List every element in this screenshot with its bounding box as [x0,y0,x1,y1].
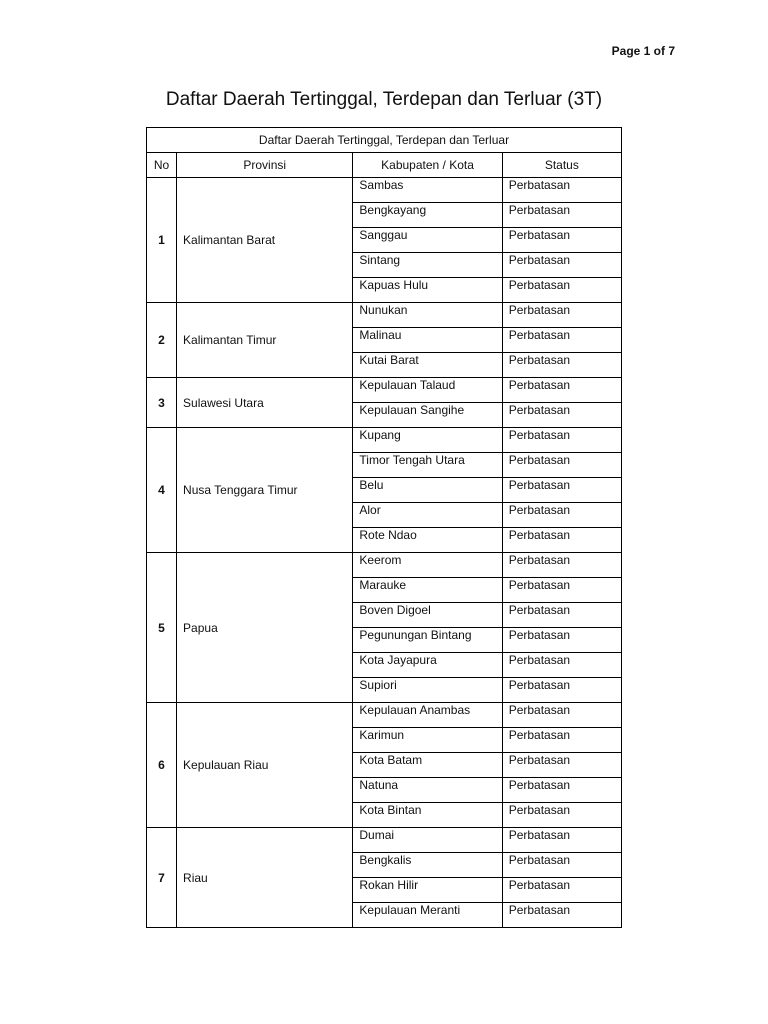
district-name: Pegunungan Bintang [353,628,502,653]
district-name: Kepulauan Talaud [353,378,502,403]
district-status: Perbatasan [502,253,621,278]
province-number: 3 [147,378,177,428]
district-status: Perbatasan [502,853,621,878]
district-name: Natuna [353,778,502,803]
district-name: Sintang [353,253,502,278]
district-name: Bengkalis [353,853,502,878]
district-status: Perbatasan [502,578,621,603]
district-status: Perbatasan [502,328,621,353]
table-caption: Daftar Daerah Tertinggal, Terdepan dan Terluar [147,128,622,153]
header-no: No [147,153,177,178]
table-header-row [147,153,622,178]
province-name: Kepulauan Riau [177,703,353,828]
province-number: 6 [147,703,177,828]
district-status: Perbatasan [502,678,621,703]
district-name: Karimun [353,728,502,753]
district-name: Supiori [353,678,502,703]
province-number: 5 [147,553,177,703]
header-district: Kabupaten / Kota [353,153,502,178]
district-name: Rokan Hilir [353,878,502,903]
document-title: Daftar Daerah Tertinggal, Terdepan dan Terluar (3T) [165,89,603,110]
district-status: Perbatasan [502,203,621,228]
province-name: Nusa Tenggara Timur [177,428,353,553]
district-status: Perbatasan [502,603,621,628]
table-row [147,178,622,203]
district-status: Perbatasan [502,628,621,653]
table-body [147,178,622,928]
province-name: Sulawesi Utara [177,378,353,428]
province-name: Papua [177,553,353,703]
province-name: Riau [177,828,353,928]
province-number: 1 [147,178,177,303]
district-name: Alor [353,503,502,528]
district-status: Perbatasan [502,653,621,678]
province-number: 4 [147,428,177,553]
district-name: Sambas [353,178,502,203]
district-status: Perbatasan [502,878,621,903]
district-status: Perbatasan [502,278,621,303]
district-name: Rote Ndao [353,528,502,553]
district-status: Perbatasan [502,553,621,578]
district-name: Keerom [353,553,502,578]
district-status: Perbatasan [502,778,621,803]
district-name: Kepulauan Anambas [353,703,502,728]
district-name: Marauke [353,578,502,603]
district-name: Dumai [353,828,502,853]
table-row [147,828,622,853]
district-name: Sanggau [353,228,502,253]
district-status: Perbatasan [502,478,621,503]
district-name: Kupang [353,428,502,453]
table-row [147,303,622,328]
district-status: Perbatasan [502,353,621,378]
province-number: 2 [147,303,177,378]
district-name: Kepulauan Meranti [353,903,502,928]
table-row [147,553,622,578]
district-status: Perbatasan [502,828,621,853]
province-name: Kalimantan Timur [177,303,353,378]
province-number: 7 [147,828,177,928]
district-status: Perbatasan [502,528,621,553]
district-status: Perbatasan [502,403,621,428]
table-row [147,703,622,728]
district-name: Malinau [353,328,502,353]
page-number: Page 1 of 7 [611,44,675,58]
district-status: Perbatasan [502,303,621,328]
district-name: Kota Bintan [353,803,502,828]
district-status: Perbatasan [502,753,621,778]
district-name: Bengkayang [353,203,502,228]
district-name: Kota Batam [353,753,502,778]
district-status: Perbatasan [502,703,621,728]
district-name: Boven Digoel [353,603,502,628]
district-status: Perbatasan [502,178,621,203]
header-status: Status [502,153,621,178]
district-status: Perbatasan [502,228,621,253]
district-status: Perbatasan [502,378,621,403]
district-status: Perbatasan [502,803,621,828]
table-row [147,378,622,403]
district-name: Belu [353,478,502,503]
table-row [147,428,622,453]
district-name: Kota Jayapura [353,653,502,678]
district-status: Perbatasan [502,453,621,478]
district-name: Nunukan [353,303,502,328]
district-status: Perbatasan [502,903,621,928]
district-name: Kapuas Hulu [353,278,502,303]
province-name: Kalimantan Barat [177,178,353,303]
district-status: Perbatasan [502,428,621,453]
region-table [146,127,622,928]
district-name: Kepulauan Sangihe [353,403,502,428]
district-name: Kutai Barat [353,353,502,378]
district-status: Perbatasan [502,503,621,528]
district-name: Timor Tengah Utara [353,453,502,478]
header-province: Provinsi [177,153,353,178]
district-status: Perbatasan [502,728,621,753]
